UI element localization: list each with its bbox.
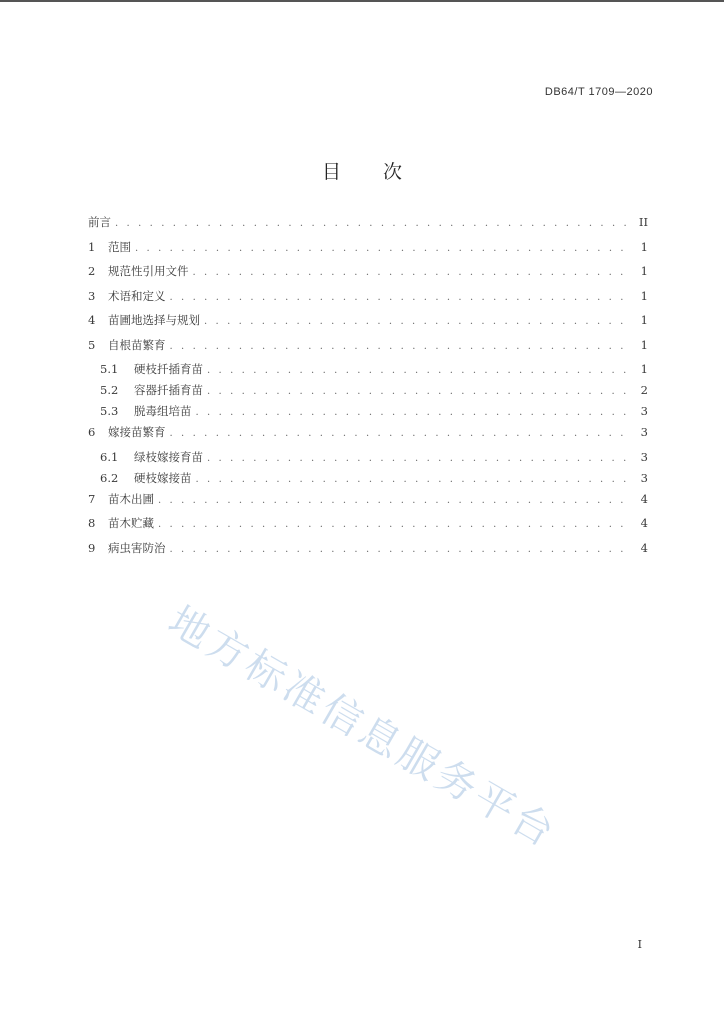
toc-entry[interactable]	[88, 403, 648, 424]
toc-entry[interactable]	[88, 449, 648, 470]
toc-entry-number: 5	[88, 337, 96, 352]
toc-entry[interactable]	[88, 515, 648, 540]
toc-entry[interactable]	[88, 382, 648, 403]
toc-entry-label: 范围	[108, 239, 131, 254]
dot-leader	[204, 316, 628, 327]
toc-entry-number: 6.2	[100, 470, 119, 485]
dot-leader	[207, 453, 628, 464]
toc-entry-page: 1	[640, 239, 648, 254]
toc-entry-number: 8	[88, 516, 96, 530]
toc-entry-page: 1	[640, 288, 648, 303]
toc-entry-page: 3	[640, 404, 648, 418]
toc-entry-number: 5.3	[100, 404, 119, 418]
dot-leader	[207, 365, 628, 376]
standard-code: DB64/T 1709—2020	[544, 86, 653, 98]
toc-entry-page: 4	[640, 491, 648, 506]
toc-entry-label: 绿枝嫁接育苗	[134, 449, 203, 464]
toc-entry[interactable]	[88, 337, 648, 362]
toc-entry-page: 1	[640, 313, 648, 327]
toc-entry-page: 2	[640, 383, 648, 397]
toc-entry-label: 术语和定义	[108, 288, 166, 303]
toc-entry-page: II	[638, 215, 648, 229]
toc-entry-page: 3	[640, 425, 648, 439]
dot-leader	[158, 495, 628, 506]
toc-entry-label: 脱毒组培苗	[134, 404, 192, 418]
toc-entry-number: 5.2	[100, 383, 119, 397]
dot-leader	[170, 428, 629, 439]
toc-entry[interactable]	[88, 239, 648, 264]
toc-entry-label: 嫁接苗繁育	[108, 425, 166, 439]
toc-entry-label: 规范性引用文件	[108, 264, 189, 278]
toc-entry-page: 3	[640, 449, 648, 464]
dot-leader	[135, 243, 628, 254]
toc-entry-page: 1	[640, 264, 648, 278]
toc-entry-number: 2	[88, 264, 96, 278]
dot-leader	[193, 267, 629, 278]
watermark: 地方标准信息服务平台	[160, 597, 565, 858]
toc-entry-label: 自根苗繁育	[108, 337, 166, 352]
toc-entry-label: 苗圃地选择与规划	[108, 313, 200, 327]
toc-entry-number: 6.1	[100, 449, 119, 464]
toc-entry-label: 硬枝扦插育苗	[134, 362, 203, 376]
toc-entry[interactable]	[88, 263, 648, 288]
dot-leader	[207, 386, 628, 397]
toc-entry-page: 4	[640, 516, 648, 530]
toc-entry-label: 苗木出圃	[108, 491, 154, 506]
toc-entry[interactable]	[88, 540, 648, 565]
dot-leader	[196, 474, 629, 485]
toc-entry-page: 1	[640, 337, 648, 352]
toc-entry-number: 6	[88, 425, 96, 439]
toc-entry-label: 病虫害防治	[108, 540, 166, 555]
toc-entry-number: 4	[88, 313, 96, 327]
toc-entry-page: 1	[640, 362, 648, 376]
toc-entry[interactable]	[88, 424, 648, 449]
toc-entry-label: 苗木贮藏	[108, 516, 154, 530]
toc-entry[interactable]	[88, 312, 648, 337]
dot-leader	[170, 292, 629, 303]
dot-leader	[115, 218, 628, 229]
toc-entry-label: 前言	[88, 215, 111, 229]
dot-leader	[170, 544, 629, 555]
toc-entry[interactable]	[88, 288, 648, 313]
dot-leader	[170, 341, 629, 352]
toc-entry-number: 5.1	[100, 362, 119, 376]
toc-entry[interactable]	[88, 491, 648, 516]
page-number: I	[637, 938, 642, 951]
dot-leader	[158, 519, 628, 530]
toc-entry-page: 3	[640, 470, 648, 485]
table-of-contents	[88, 214, 648, 564]
toc-entry-number: 7	[88, 491, 96, 506]
dot-leader	[196, 407, 629, 418]
toc-entry[interactable]	[88, 214, 648, 239]
toc-entry[interactable]	[88, 470, 648, 491]
toc-entry-page: 4	[640, 540, 648, 555]
toc-entry-number: 1	[88, 239, 96, 254]
toc-entry-number: 3	[88, 288, 96, 303]
toc-entry-number: 9	[88, 540, 96, 555]
toc-entry[interactable]	[88, 361, 648, 382]
toc-entry-label: 容器扦插育苗	[134, 383, 203, 397]
toc-title: 目 次	[321, 161, 421, 183]
top-border-rule	[0, 0, 724, 2]
toc-entry-label: 硬枝嫁接苗	[134, 470, 192, 485]
